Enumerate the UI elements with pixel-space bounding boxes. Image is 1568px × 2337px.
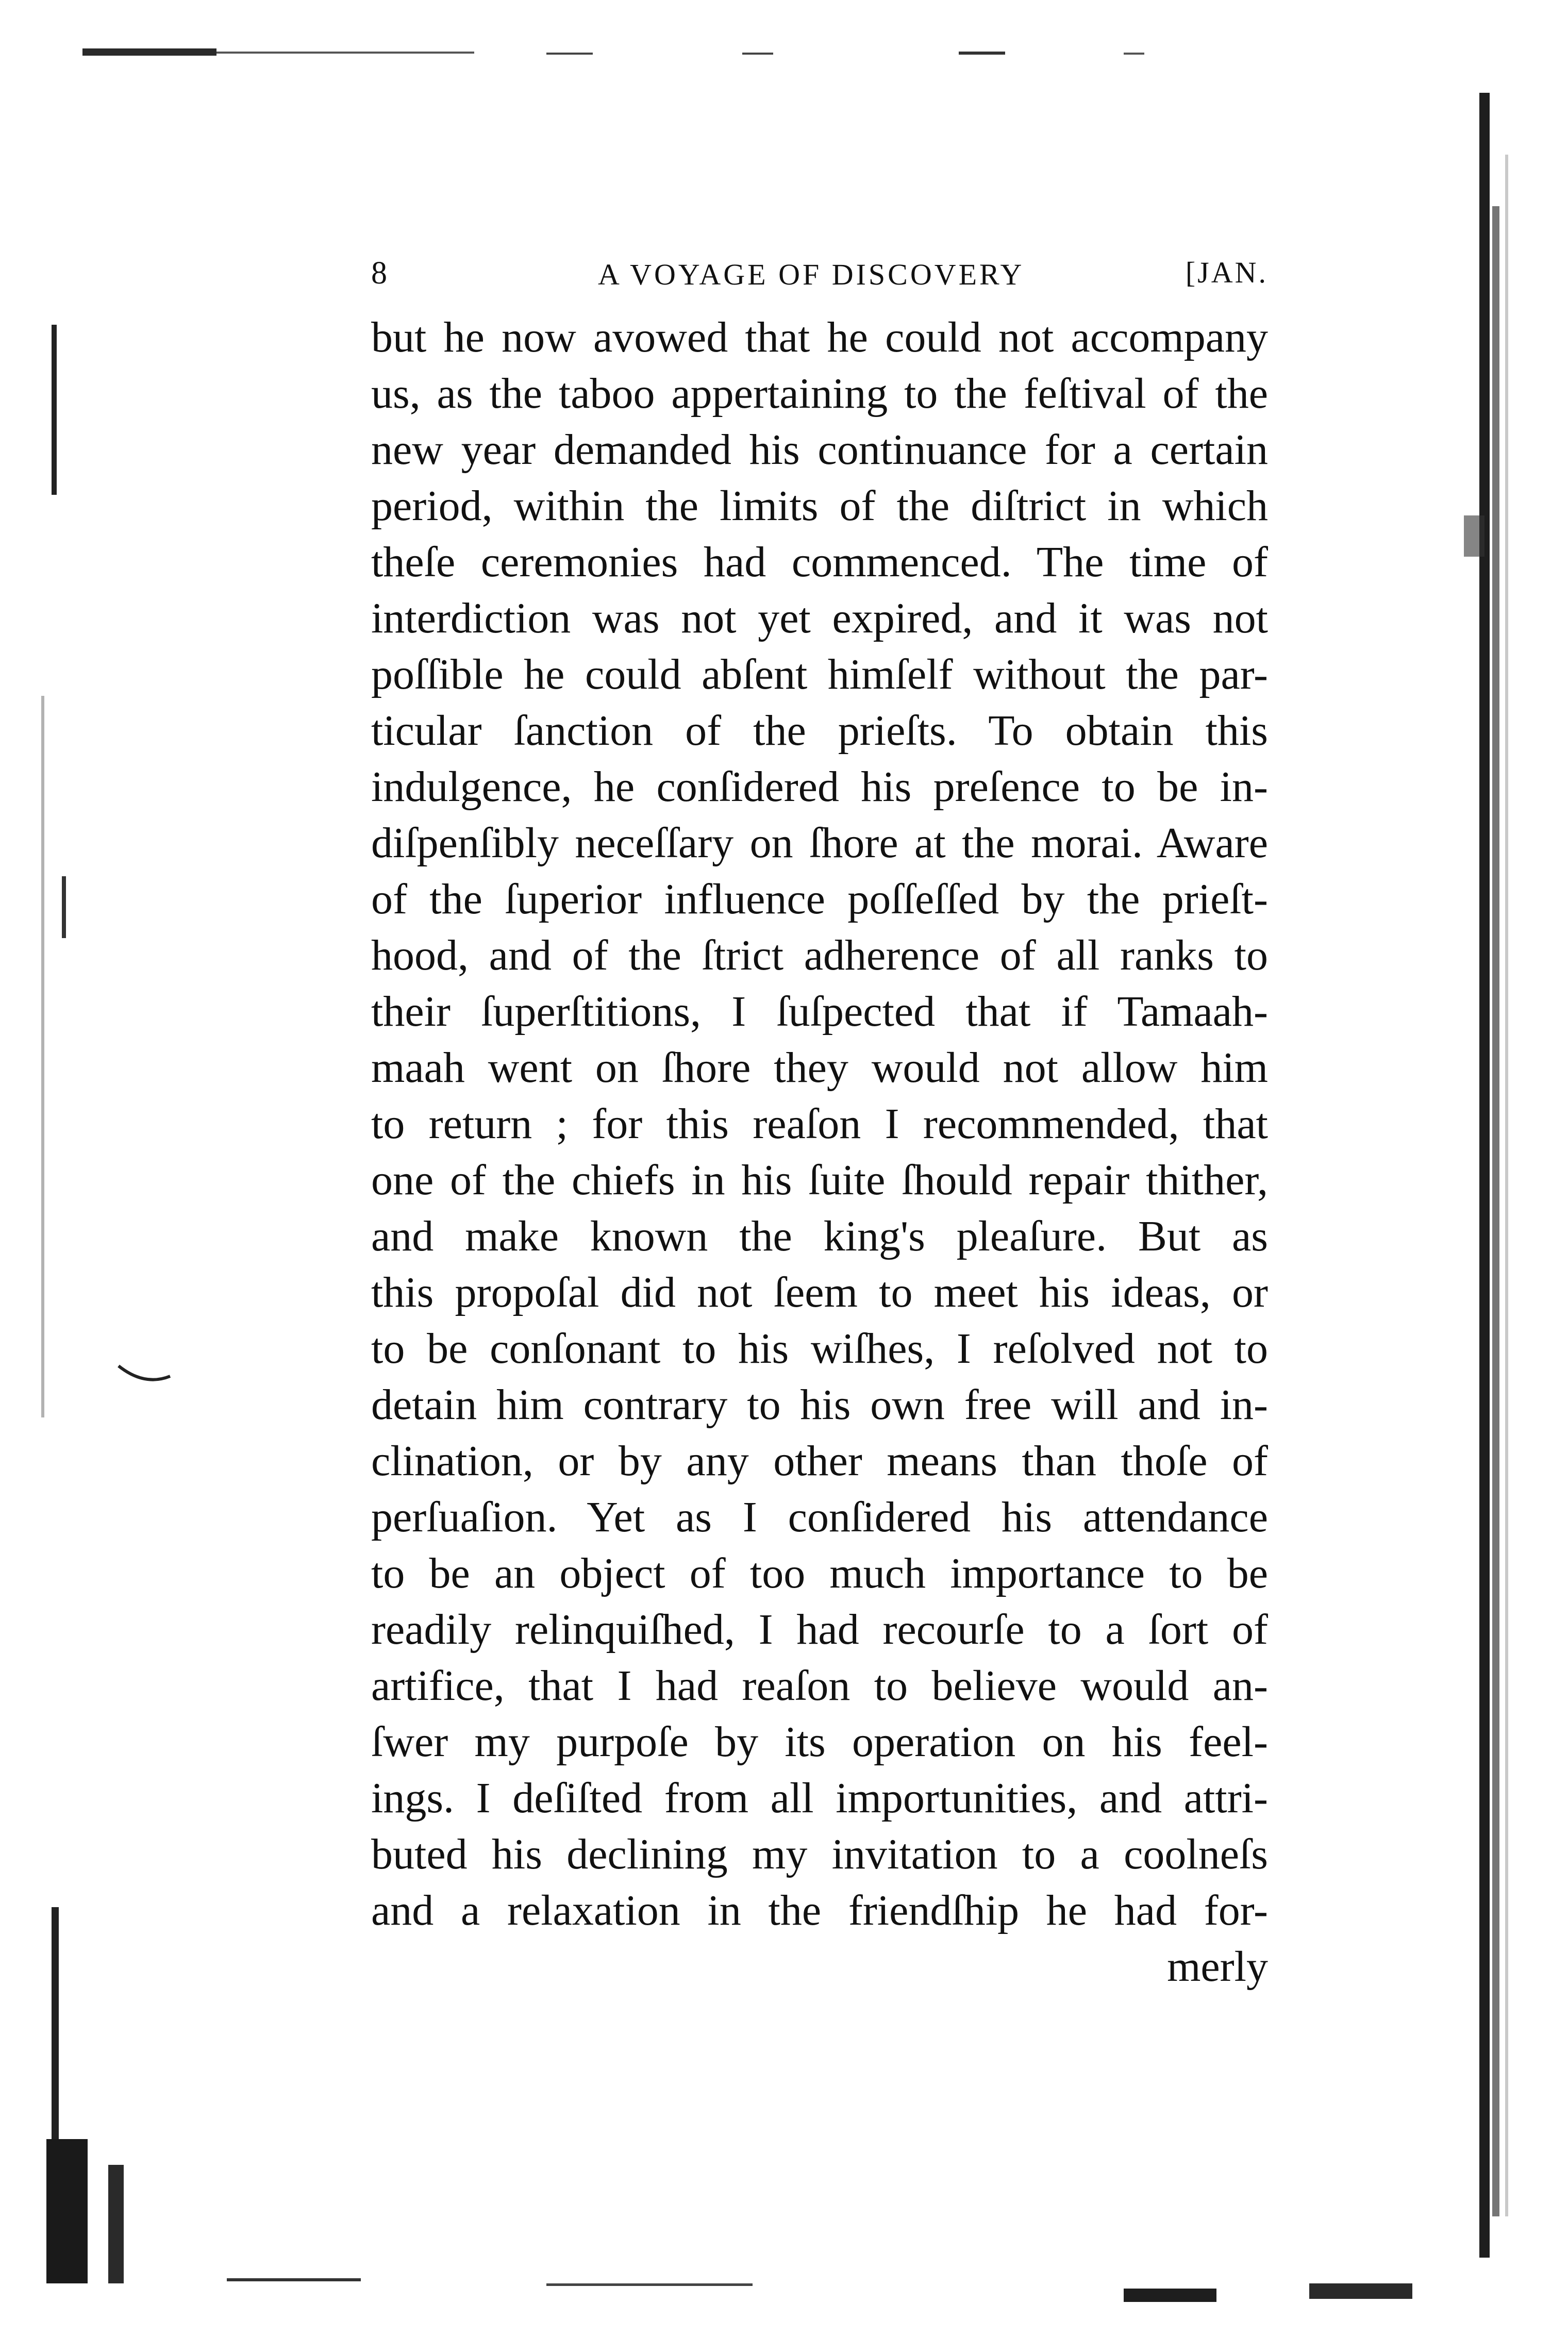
text-line: but he now avowed that he could not accompany <box>371 313 1268 361</box>
text-line: detain him contrary to his own free will and in- <box>371 1381 1268 1429</box>
text-line: and a relaxation in the friendſhip he had for- <box>371 1887 1268 1934</box>
text-line: artifice, that I had reaſon to believe would an- <box>371 1662 1268 1710</box>
text-line: clination, or by any other means than thoſe of <box>371 1437 1268 1485</box>
text-line: indulgence, he conſidered his preſence to be in- <box>371 763 1268 811</box>
text-line: diſpenſibly neceſſary on ſhore at the morai. Aware <box>371 819 1268 867</box>
running-month: [JAN. <box>1185 256 1268 289</box>
catchword: merly <box>1167 1943 1268 1991</box>
text-line: and make known the king's pleaſure. But as <box>371 1212 1268 1260</box>
text-line: ings. I deſiſted from all importunities, and attri- <box>371 1774 1268 1822</box>
text-line: ſwer my purpoſe by its operation on his feel- <box>371 1718 1268 1766</box>
text-line: perſuaſion. Yet as I conſidered his attendance <box>371 1493 1268 1541</box>
text-line: poſſible he could abſent himſelf without the par- <box>371 650 1268 698</box>
text-line: their ſuperſtitions, I ſuſpected that if Tamaah- <box>371 988 1268 1036</box>
running-title: A VOYAGE OF DISCOVERY <box>598 258 1025 291</box>
text-line: theſe ceremonies had commenced. The time of <box>371 538 1268 586</box>
text-line: ticular ſanction of the prieſts. To obtain this <box>371 707 1268 755</box>
running-head <box>371 250 1268 296</box>
text-line: maah went on ſhore they would not allow him <box>371 1044 1268 1092</box>
text-line: hood, and of the ſtrict adherence of all ranks to <box>371 931 1268 979</box>
text-line: this propoſal did not ſeem to meet his ideas, or <box>371 1268 1268 1316</box>
text-line: buted his declining my invitation to a coolneſs <box>371 1830 1268 1878</box>
body-text <box>371 309 1268 1995</box>
text-line: readily relinquiſhed, I had recourſe to a ſort of <box>371 1606 1268 1654</box>
text-line: new year demanded his continuance for a certain <box>371 426 1268 474</box>
scan-edge-right <box>1464 52 1567 2309</box>
text-line: to return ; for this reaſon I recommended, that <box>371 1100 1268 1148</box>
text-line: interdiction was not yet expired, and it was not <box>371 594 1268 642</box>
page-number: 8 <box>371 256 389 291</box>
text-line: period, within the limits of the diſtrict in which <box>371 482 1268 530</box>
text-line: of the ſuperior influence poſſeſſed by the prieſt- <box>371 875 1268 923</box>
text-line: to be an object of too much importance to be <box>371 1549 1268 1597</box>
scan-edge-top <box>82 45 1289 66</box>
scan-edge-bottom <box>31 2216 1536 2319</box>
text-line: us, as the taboo appertaining to the feſtival of the <box>371 370 1268 418</box>
scan-edge-left <box>31 77 201 2294</box>
text-line: to be conſonant to his wiſhes, I reſolved not to <box>371 1325 1268 1373</box>
text-line: one of the chiefs in his ſuite ſhould repair thither, <box>371 1156 1268 1204</box>
